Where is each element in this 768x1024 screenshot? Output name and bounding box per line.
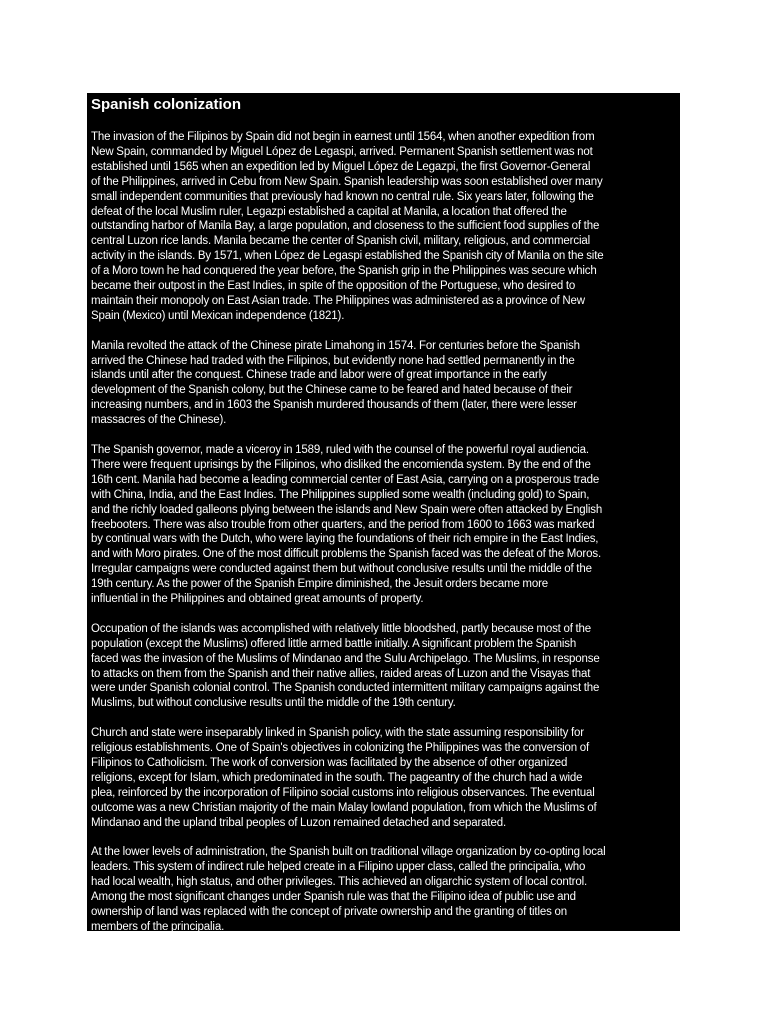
paragraph-line: Mindanao and the upland tribal peoples of Luzon remained detached and separated. [91,816,506,829]
paragraph [91,845,674,931]
paragraph-line: ownership of land was replaced with the concept of private ownership and the granting of titles on [91,906,567,919]
paragraph-line: central Luzon rice lands. Manila became the center of Spanish civil, military, religious, and commercial [91,235,590,248]
paragraph-line: population (except the Muslims) offered little armed battle initially. A significant problem the Spanish [91,637,577,650]
paragraph-line: massacres of the Chinese). [91,414,227,427]
paragraph-line: Muslims, but without conclusive results until the middle of the 19th century. [91,697,456,710]
paragraph-line: had local wealth, high status, and other privileges. This achieved an oligarchic system of local control. [91,876,588,889]
document-title: Spanish colonization [91,96,242,113]
paragraph-line: and with Moro pirates. One of the most difficult problems the Spanish faced was the defeat of the Moros. [91,548,601,561]
paragraph [91,443,674,607]
paragraph-line: 16th cent. Manila had become a leading commercial center of East Asia, carrying on a prosperous trade [91,473,600,486]
paragraph-line: The Spanish governor, made a viceroy in 1589, ruled with the counsel of the powerful royal audiencia. [91,444,589,456]
paragraph-line: became their outpost in the East Indies, in spite of the opposition of the Portuguese, who desired to [91,280,576,293]
paragraph-line: of the Philippines, arrived in Cebu from New Spain. Spanish leadership was soon established over many [91,175,603,188]
paragraph-line: religions, except for Islam, which predominated in the south. The pageantry of the church had a wide [91,771,583,784]
paragraph-line: religious establishments. One of Spain's objectives in colonizing the Philippines was the conversion of [91,742,590,755]
paragraph [91,726,674,830]
paragraph-line: outstanding harbor of Manila Bay, a large population, and closeness to the sufficient food supplies of the [91,220,600,233]
paragraph-line: were under Spanish colonial control. The Spanish conducted intermittent military campaigns against the [91,682,600,695]
paragraph-line: New Spain, commanded by Miguel López de Legaspi, arrived. Permanent Spanish settlement was not [91,145,593,158]
paragraph-line: islands until after the conquest. Chinese trade and labor were of great importance in the early [91,369,547,382]
paragraph-line: members of the principalia. [91,920,225,931]
paragraph-line: Irregular campaigns were conducted against them but without conclusive results until the middle of the [91,563,592,576]
paragraph-line: increasing numbers, and in 1603 the Spanish murdered thousands of them (later, there were lesser [91,399,577,412]
paragraph [91,130,674,324]
document-body [91,130,674,931]
paragraph-line: established until 1565 when an expedition led by Miguel López de Legazpi, the first Governor-General [91,160,591,173]
paragraph-line: arrived the Chinese had traded with the Filipinos, but evidently none had settled permanently in the [91,354,575,367]
paragraph-line: small independent communities that previously had known no central rule. Six years later, following the [91,190,594,203]
paragraph-line: maintain their monopoly on East Asian trade. The Philippines was administered as a province of New [91,294,585,307]
paragraph-line: with China, India, and the East Indies. The Philippines supplied some wealth (including gold) to Spain, [91,488,590,501]
paragraph-line: Church and state were inseparably linked in Spanish policy, with the state assuming responsibility for [91,727,584,740]
paragraph-line: The invasion of the Filipinos by Spain did not begin in earnest until 1564, when another expedition from [91,131,595,143]
document-box [87,93,680,931]
paragraph-line: and the richly loaded galleons plying between the islands and New Spain were often attacked by English [91,503,603,516]
paragraph-line: Filipinos to Catholicism. The work of conversion was facilitated by the absence of other organized [91,757,568,769]
paragraph-line: development of the Spanish colony, but the Chinese came to be feared and hated because of their [91,384,573,397]
paragraph-line: There were frequent uprisings by the Filipinos, who disliked the encomienda system. By the end of the [91,458,591,471]
paragraph-line: Manila revolted the attack of the Chinese pirate Limahong in 1574. For centuries before the Spanish [91,339,580,352]
paragraph-line: of a Moro town he had conquered the year before, the Spanish grip in the Philippines was secure which [91,265,597,278]
paragraph-line: to attacks on them from the Spanish and their native allies, raided areas of Luzon and the Visayas that [91,667,591,680]
paragraph-line: influential in the Philippines and obtained great amounts of property. [91,593,424,606]
paragraph-line: 19th century. As the power of the Spanish Empire diminished, the Jesuit orders became more [91,578,549,591]
paragraph-line: leaders. This system of indirect rule helped create in a Filipino upper class, called the principalia, who [91,861,586,874]
paragraph [91,622,674,711]
paragraph-line: Spain (Mexico) until Mexican independence (1821). [91,309,345,322]
paragraph-line: At the lower levels of administration, the Spanish built on traditional village organization by co-opting local [91,846,606,859]
paragraph-line: by continual wars with the Dutch, who were laying the foundations of their rich empire in the East Indies, [91,533,599,546]
paragraph-line: Among the most significant changes under Spanish rule was that the Filipino idea of public use and [91,891,576,904]
paragraph [91,339,674,428]
paragraph-line: plea, reinforced by the incorporation of Filipino social customs into religious observances. The eventual [91,786,595,799]
paragraph-line: Occupation of the islands was accomplished with relatively little bloodshed, partly because most of the [91,622,592,635]
paragraph-line: defeat of the local Muslim ruler, Legazpi established a capital at Manila, a location that offered the [91,205,567,218]
paragraph-line: outcome was a new Christian majority of the main Malay lowland population, from which the Muslims of [91,801,597,814]
paragraph-line: activity in the islands. By 1571, when López de Legaspi established the Spanish city of Manila on the site [91,250,604,263]
paragraph-line: faced was the invasion of the Muslims of Mindanao and the Sulu Archipelago. The Muslims, in response [91,652,600,665]
paragraph-line: freebooters. There was also trouble from other quarters, and the period from 1600 to 1663 was marked [91,518,595,531]
